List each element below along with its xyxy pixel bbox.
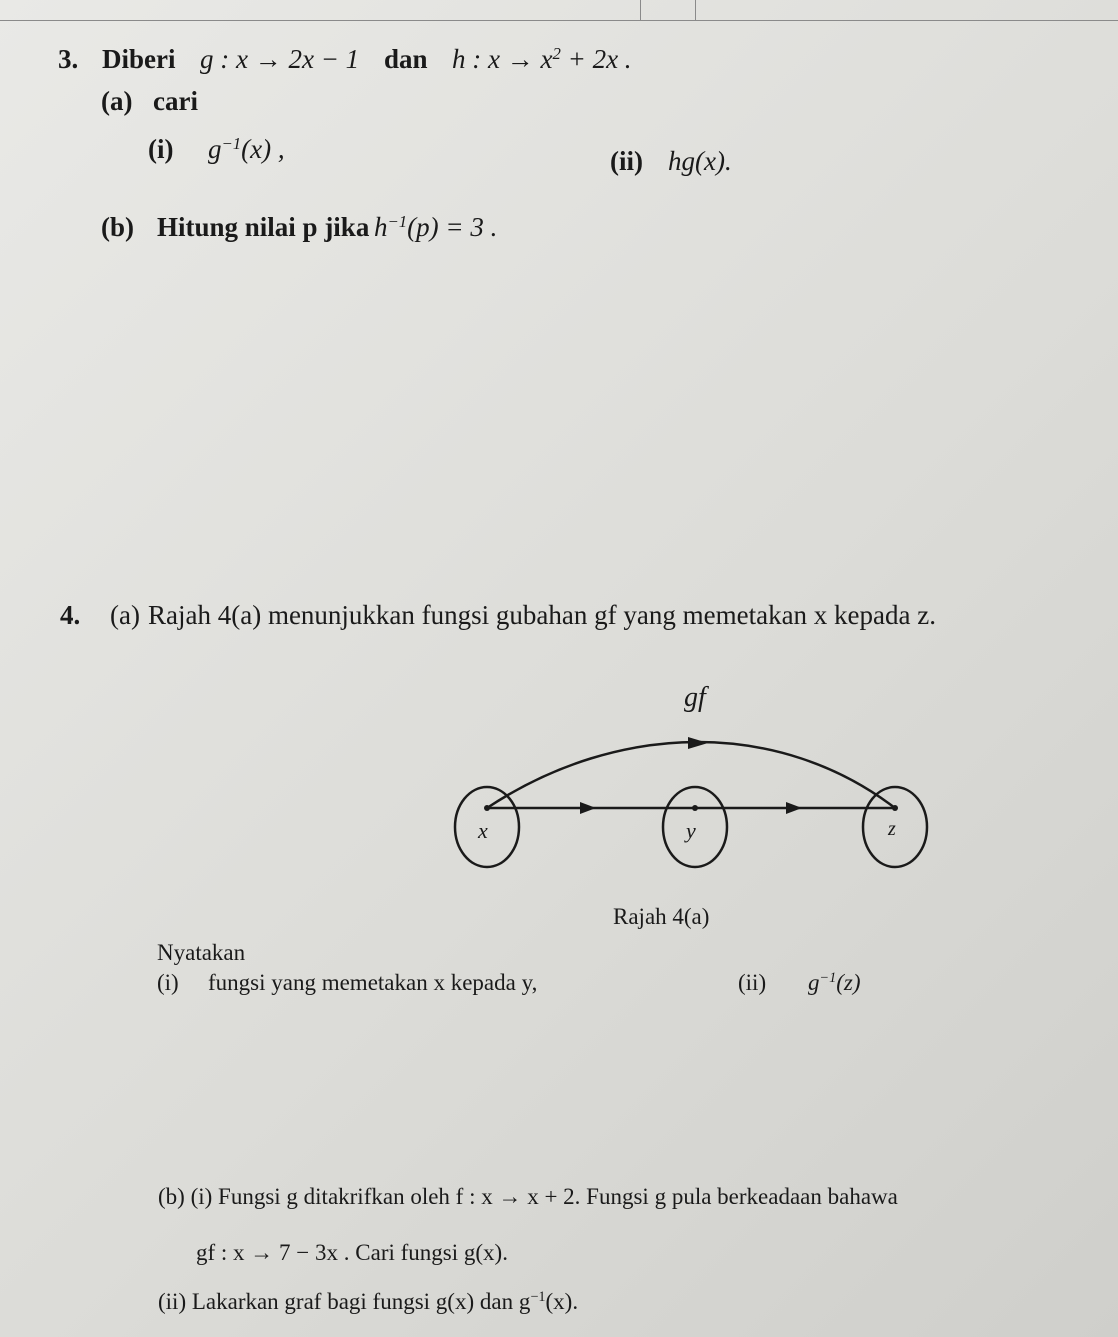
point-y [692,805,698,811]
q3-b-text: Hitung nilai p jika [157,212,370,242]
q3-ii-expression: hg(x). [668,146,732,176]
q4-a-text: Rajah 4(a) menunjukkan fungsi gubahan gf yang memetakan x kepada z. [148,600,936,630]
q4-i-text: fungsi yang memetakan x kepada y, [208,970,538,995]
q4-b-line-3: (ii) Lakarkan graf bagi fungsi g(x) dan $g^{-1}(x)$. [158,1289,579,1314]
point-z [892,805,898,811]
gf-arrowhead [688,737,708,749]
q4-number: 4. [60,600,81,630]
diagram-caption: Rajah 4(a) [613,904,710,929]
q4-b-line-1: (b) (i) Fungsi g ditakrifkan oleh f : x → x + 2. Fungsi g pula berkeadaan bahawa [158,1184,898,1209]
q3-intro: Diberi [102,44,176,74]
q3-i-expression: $g^{-1}(x)$ , [208,133,285,164]
q3-h-definition: h : $x \to x^2 + 2x$ . [452,43,632,74]
q4-b-line-2: gf : x → 7 − 3x . Cari fungsi g(x). [196,1240,508,1265]
q4-i-label: (i) [157,970,179,995]
arrowhead-x-y [580,802,596,814]
point-x [484,805,490,811]
q3-g-definition: g : x → 2x − 1 [200,44,360,74]
q4-state-label: Nyatakan [157,940,246,965]
q3-b-label: (b) [101,212,134,242]
q3-dan: dan [384,44,428,74]
q3-ii-label: (ii) [610,146,643,176]
diagram-node-y-label: y [686,818,696,843]
q3-a-text: cari [153,86,198,116]
q3-i-label: (i) [148,134,174,164]
q4-ii-label: (ii) [738,970,767,995]
diagram-node-z-label: z [888,818,896,840]
diagram-gf-label: gf [684,682,706,713]
arrowhead-y-z [786,802,802,814]
q4-a-label: (a) [110,600,140,630]
q3-number: 3. [58,44,79,74]
q3-b-expression: $h^{-1}(p) = 3$ . [374,211,498,242]
diagram-node-x-label: x [478,818,488,843]
gf-arc [487,742,895,808]
q4-ii-expression: $g^{-1}(z)$ [808,970,861,995]
q3-a-label: (a) [101,86,133,116]
